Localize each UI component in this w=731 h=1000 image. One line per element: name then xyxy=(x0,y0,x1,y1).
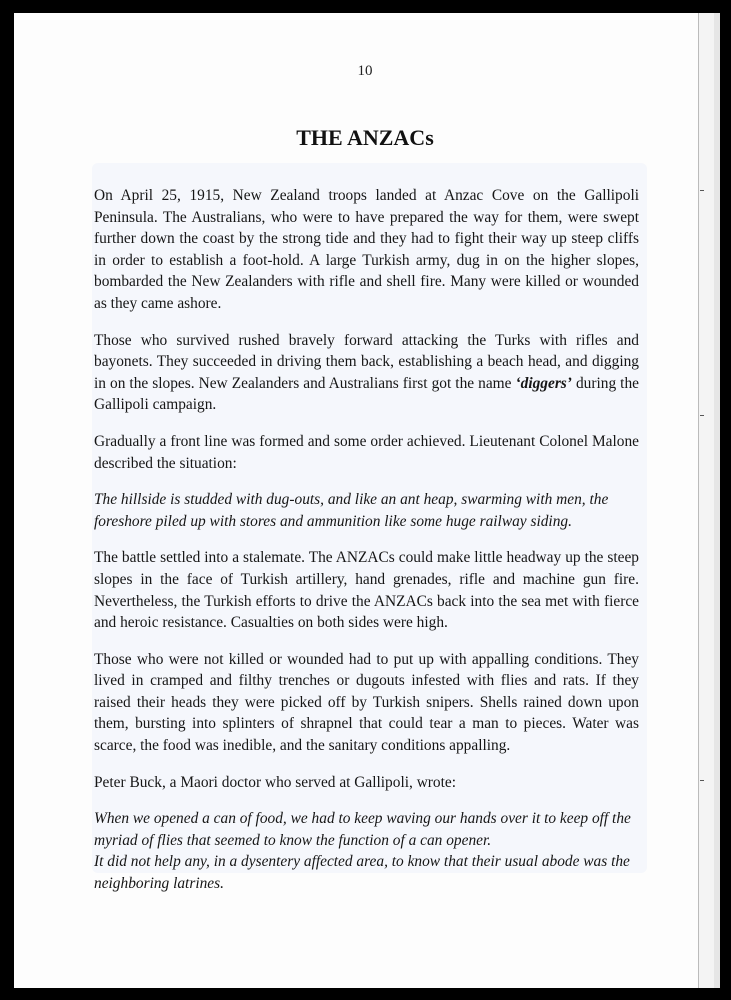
document-page xyxy=(14,13,698,988)
edge-mark xyxy=(700,780,704,781)
paragraph-stalemate: The battle settled into a stalemate. The ANZACs could make little headway up the steep slopes in the face of Turkish artillery, hand grenades, rifle and machine gun fire. Nevertheless, the Turkish efforts to drive the ANZACs back into the sea met with fierce and heroic resistance. Casualties on both sides were high. xyxy=(94,549,639,632)
page-title: THE ANZACs xyxy=(296,125,434,150)
edge-mark xyxy=(700,190,704,191)
paragraph-landing: On April 25, 1915, New Zealand troops landed at Anzac Cove on the Gallipoli Peninsula. The Australians, who were to have prepared the way for them, were swept further down the coast by the strong tide and they had to fight their way up steep cliffs in order to establish a foot-hold. A large Turkish army, dug in on the higher slopes, bombarded the New Zealanders with rifle and shell fire. Many were killed or wounded as they came ashore. xyxy=(94,187,639,312)
quote-malone: The hillside is studded with dug-outs, and like an ant heap, swarming with men, the foreshore piled up with stores and ammunition like some huge railway siding. xyxy=(94,491,609,530)
book-edge xyxy=(714,13,720,988)
paragraph-diggers xyxy=(94,330,639,416)
paragraph-conditions: Those who were not killed or wounded had to put up with appalling conditions. They lived in cramped and filthy trenches or dugouts infested with flies and rats. If they raised their heads they were picked off by Turkish snipers. Shells rained down upon them, bursting into splinters of shrapnel that could tear a man to pieces. Water was scarce, the food was inedible, and the sanitary conditions appalling. xyxy=(94,650,639,755)
diggers-emphasis: ‘diggers’ xyxy=(515,374,572,392)
quote-buck-part-1: When we opened a can of food, we had to keep waving our hands over it to keep off the myriad of flies that seemed to know the function of a can opener. xyxy=(94,810,631,849)
paragraph-front-line: Gradually a front line was formed and some order achieved. Lieutenant Colonel Malone described the situation: xyxy=(94,432,639,472)
paragraph-peter-buck: Peter Buck, a Maori doctor who served at Gallipoli, wrote: xyxy=(94,773,457,791)
quote-buck-part-2: It did not help any, in a dysentery affected area, to know that their usual abode was the neighboring latrines. xyxy=(94,853,630,893)
edge-mark xyxy=(700,415,704,416)
next-page-edge xyxy=(698,13,715,988)
paragraph-diggers-text-2: during the Gallipoli campaign. xyxy=(94,374,639,414)
page-number: 10 xyxy=(357,63,373,79)
body-text xyxy=(94,185,639,895)
paragraph-diggers-text-1: Those who survived rushed bravely forward attacking the Turks with rifles and bayonets. They succeeded in driving them back, establishing a beach head, and digging in on the slopes. New Zealanders and Australians first got the name xyxy=(94,331,639,392)
